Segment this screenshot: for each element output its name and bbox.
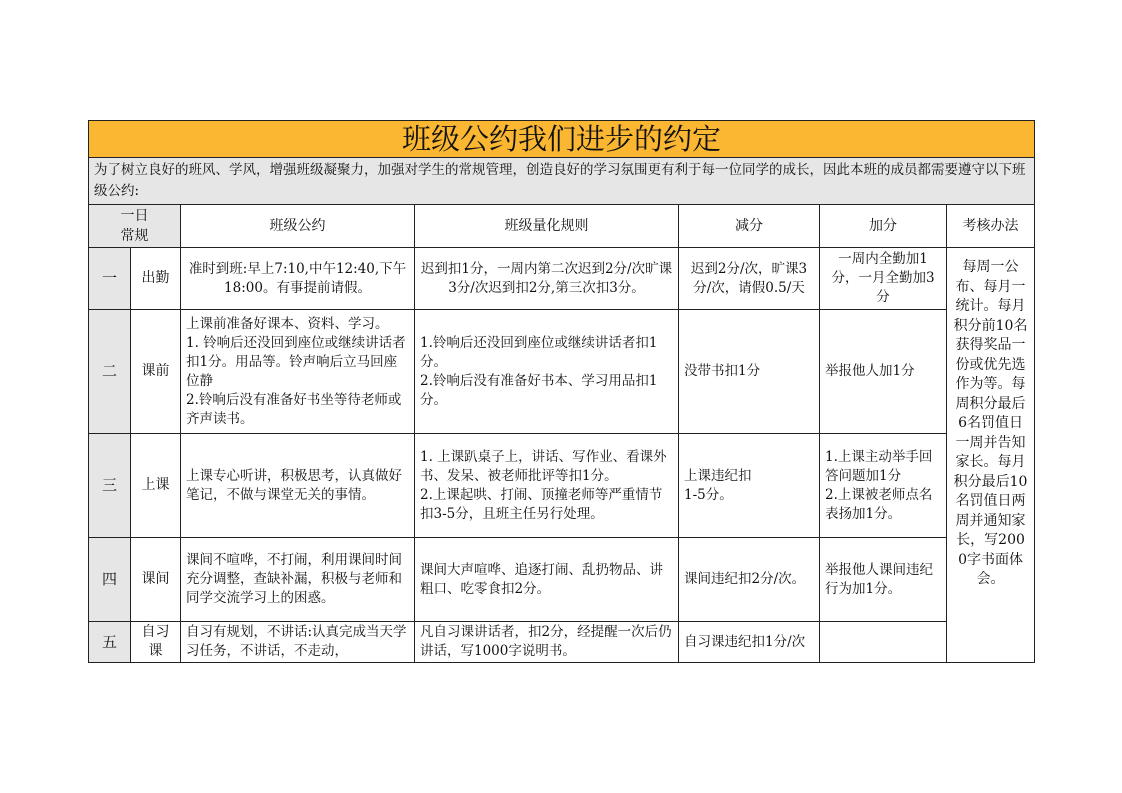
deduct-line: 1-5分。 <box>684 486 733 503</box>
header-daily-routine <box>89 205 181 248</box>
row-number: 四 <box>89 538 131 622</box>
header-row <box>89 205 1035 248</box>
header-daily-line2: 常规 <box>120 228 149 244</box>
add-line: 1.上课主动举手回答问题加1分 <box>825 448 933 484</box>
header-daily-line1: 一日 <box>120 208 149 224</box>
row-deduct: 自习课违纪扣1分/次 <box>679 622 820 663</box>
convention-table <box>88 120 1035 663</box>
deduct-line: 上课违纪扣 <box>684 467 752 484</box>
row-rules: 课间大声喧哗、追逐打闹、乱扔物品、讲粗口、吃零食扣2分。 <box>415 538 679 622</box>
convention-line: 1. 铃响后还没回到座位或继续讲话者扣1分。用品等。铃声响后立马回座位静 <box>186 334 406 389</box>
row-number: 一 <box>89 248 131 310</box>
table-row <box>89 538 1035 622</box>
row-deduct: 没带书扣1分 <box>679 310 820 434</box>
row-rules <box>415 434 679 538</box>
row-category: 课前 <box>131 310 181 434</box>
rules-line: 2.上课起哄、打闹、顶撞老师等严重情节扣3-5分，且班主任另行处理。 <box>420 486 663 522</box>
row-add <box>820 434 947 538</box>
header-convention: 班级公约 <box>181 205 415 248</box>
rules-line: 2.铃响后没有准备好书本、学习用品扣1分。 <box>420 372 658 408</box>
row-convention: 自习有规划，不讲话:认真完成当天学习任务，不讲话，不走动， <box>181 622 415 663</box>
row-rules <box>415 310 679 434</box>
row-category: 自习课 <box>131 622 181 663</box>
row-convention <box>181 310 415 434</box>
table-row <box>89 434 1035 538</box>
row-convention: 上课专心听讲，积极思考，认真做好笔记，不做与课堂无关的事情。 <box>181 434 415 538</box>
row-rules: 凡自习课讲话者，扣2分，经提醒一次后仍讲话，写1000字说明书。 <box>415 622 679 663</box>
row-category: 课间 <box>131 538 181 622</box>
row-category: 出勤 <box>131 248 181 310</box>
row-add: 举报他人课间违纪行为加1分。 <box>820 538 947 622</box>
row-add: 一周内全勤加1分，一月全勤加3分 <box>820 248 947 310</box>
row-convention: 准时到班:早上7:10,中午12:40,下午18:00。有事提前请假。 <box>181 248 415 310</box>
header-rules: 班级量化规则 <box>415 205 679 248</box>
header-deduct: 减分 <box>679 205 820 248</box>
add-line: 2.上课被老师点名表扬加1分。 <box>825 486 933 522</box>
header-add: 加分 <box>820 205 947 248</box>
row-deduct: 课间违纪扣2分/次。 <box>679 538 820 622</box>
intro-text: 为了树立良好的班风、学风，增强班级凝聚力，加强对学生的常规管理，创造良好的学习氛围更有利于每一位同学的成长，因此本班的成员都需要遵守以下班级公约: <box>89 158 1035 205</box>
table-row <box>89 248 1035 310</box>
row-category: 上课 <box>131 434 181 538</box>
row-number: 三 <box>89 434 131 538</box>
row-deduct: 迟到2分/次，旷课3分/次，请假0.5/天 <box>679 248 820 310</box>
row-add: 举报他人加1分 <box>820 310 947 434</box>
convention-sheet <box>88 120 1034 663</box>
row-add <box>820 622 947 663</box>
table-row <box>89 622 1035 663</box>
header-assess: 考核办法 <box>947 205 1035 248</box>
convention-line: 2.铃响后没有准备好书坐等待老师或齐声读书。 <box>186 391 402 427</box>
convention-line: 上课前准备好课本、资料、学习。 <box>186 315 389 332</box>
row-deduct <box>679 434 820 538</box>
page-title: 班级公约我们进步的约定 <box>89 121 1035 158</box>
row-number: 五 <box>89 622 131 663</box>
row-convention: 课间不喧哗，不打闹，利用课间时间充分调整，查缺补漏，积极与老师和同学交流学习上的困惑。 <box>181 538 415 622</box>
rules-line: 1. 上课趴桌子上，讲话、写作业、看课外书、发呆、被老师批评等扣1分。 <box>420 448 667 484</box>
assessment-method: 每周一公布、每月一统计。每月积分前10名获得奖品一份或优先选作为等。每周积分最后6名罚值日一周并告知家长。每月积分最后10名罚值日两周并通知家长，写2000字书面体会。 <box>947 248 1035 663</box>
row-rules: 迟到扣1分，一周内第二次迟到2分/次旷课3分/次迟到扣2分,第三次扣3分。 <box>415 248 679 310</box>
row-number: 二 <box>89 310 131 434</box>
rules-line: 1.铃响后还没回到座位或继续讲话者扣1分。 <box>420 334 658 370</box>
table-row <box>89 310 1035 434</box>
